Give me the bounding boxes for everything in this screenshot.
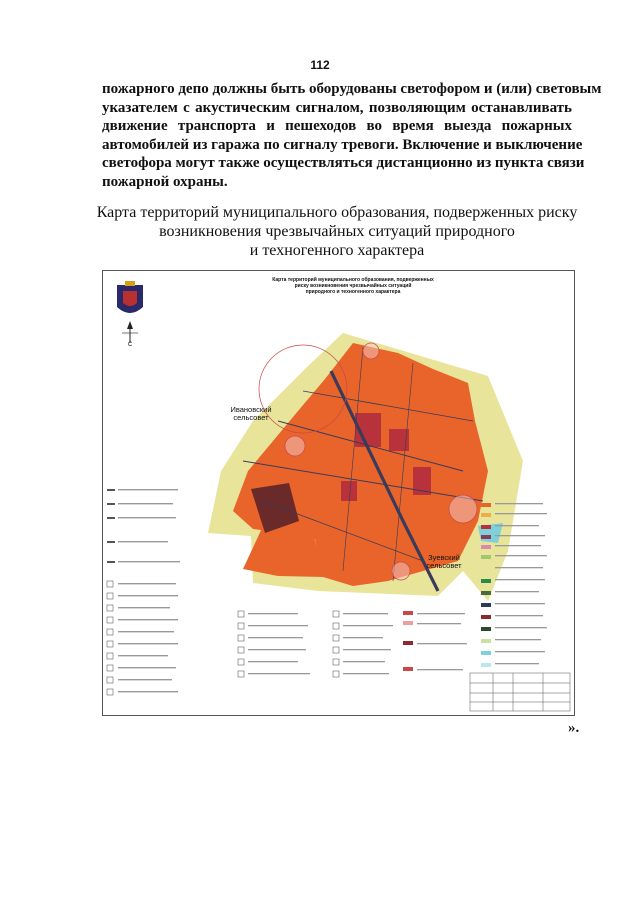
risk-map-drawing bbox=[103, 271, 574, 715]
legend-left bbox=[107, 489, 180, 695]
paragraph-line: пожарного депо должны быть оборудованы светофором и (или) световым bbox=[102, 81, 602, 97]
zuevsky-label: Зуевский сельсовет bbox=[426, 553, 462, 570]
map-title-line: риску возникновения чрезвычайных ситуаций bbox=[294, 283, 412, 289]
caption-line: возникновения чрезвычайных ситуаций природного bbox=[159, 223, 515, 240]
residential-zone bbox=[233, 343, 488, 586]
map-title bbox=[248, 277, 458, 295]
paragraph-line: указателем с акустическим сигналом, позволяющим останавливать bbox=[102, 99, 572, 116]
body-paragraph bbox=[102, 80, 602, 191]
title-block-stamp bbox=[470, 673, 570, 711]
map-title-line: природного и техногенного характера bbox=[305, 289, 401, 295]
paragraph-line: движение транспорта и пешеходов во время выезда пожарных bbox=[102, 118, 572, 134]
ivanovsky-label: Ивановский сельсовет bbox=[230, 405, 272, 422]
page-number: 112 bbox=[310, 58, 330, 72]
paragraph-line: автомобилей из гаража по сигналу тревоги. Включение и выключение bbox=[102, 136, 583, 153]
compass-north-label: С bbox=[127, 342, 133, 348]
paragraph-line: светофора могут также осуществляться дистанционно из пункта связи bbox=[102, 155, 585, 171]
closing-quote: ». bbox=[568, 720, 580, 736]
map-title-line: Карта территорий муниципального образования, подверженных bbox=[272, 277, 434, 283]
caption-line: и техногенного характера bbox=[249, 242, 425, 259]
compass-icon bbox=[122, 321, 138, 343]
figure-caption bbox=[92, 203, 582, 260]
caption-line: Карта территорий муниципального образования, подверженных риску bbox=[96, 204, 578, 221]
coat-of-arms-icon bbox=[117, 281, 143, 313]
legend-bottom bbox=[238, 611, 467, 677]
paragraph-line: пожарной охраны. bbox=[102, 173, 228, 190]
risk-map-figure bbox=[102, 270, 575, 716]
